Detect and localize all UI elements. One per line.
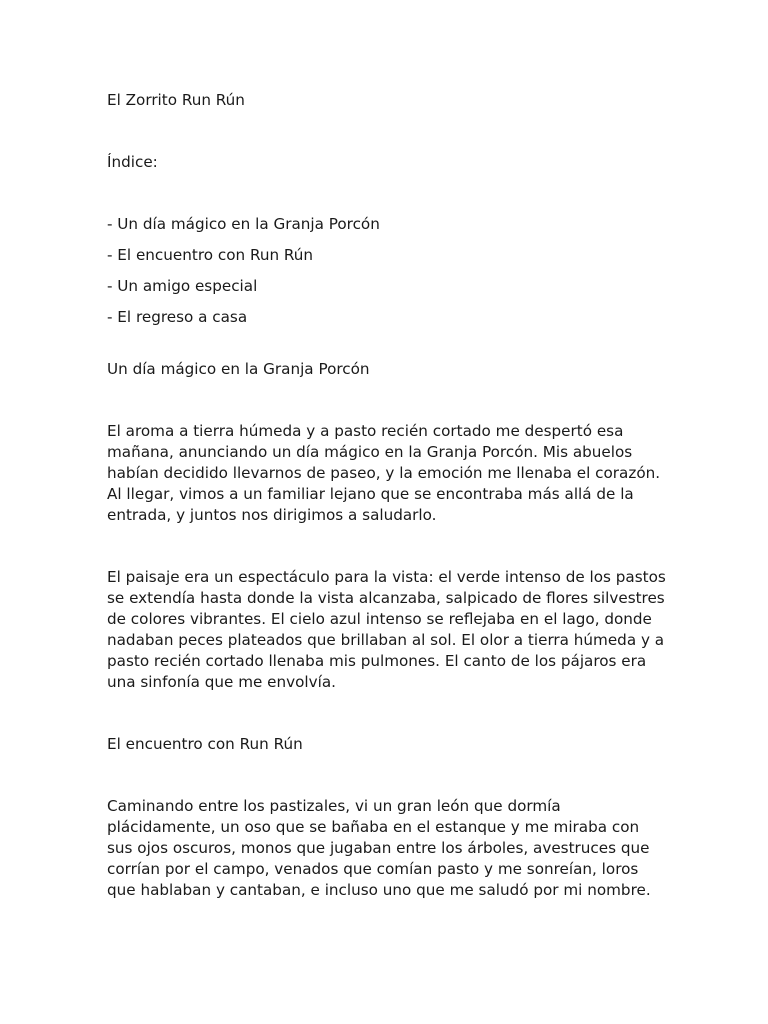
table-of-contents bbox=[107, 214, 667, 328]
section-heading: Un día mágico en la Granja Porcón bbox=[107, 360, 370, 378]
body-paragraph: El paisaje era un espectáculo para la vista: el verde intenso de los pastos se extendía hasta donde la vista alcanzaba, salpicado de flores silvestres de colores vibrantes. El cielo azul intenso se reflejaba en el lago, donde nadaban peces plateados que brillaban al sol. El olor a tierra húmeda y a pasto recién cortado llenaba mis pulmones. El canto de los pájaros era una sinfonía que me envolvía. bbox=[107, 568, 666, 691]
toc-item: - Un día mágico en la Granja Porcón bbox=[107, 215, 380, 233]
toc-item: - El regreso a casa bbox=[107, 308, 248, 326]
document-page bbox=[107, 90, 667, 942]
toc-item: - El encuentro con Run Rún bbox=[107, 246, 314, 264]
body-paragraph: El aroma a tierra húmeda y a pasto recién cortado me despertó esa mañana, anunciando un día mágico en la Granja Porcón. Mis abuelos habían decidido llevarnos de paseo, y la emoción me llenaba el corazón. Al llegar, vimos a un familiar lejano que se encontraba más allá de la entrada, y juntos nos dirigimos a saludarlo. bbox=[107, 422, 661, 524]
index-label: Índice: bbox=[107, 153, 158, 171]
document-title: El Zorrito Run Rún bbox=[107, 91, 245, 109]
section-heading: El encuentro con Run Rún bbox=[107, 735, 303, 753]
toc-item: - Un amigo especial bbox=[107, 277, 258, 295]
body-paragraph: Caminando entre los pastizales, vi un gran león que dormía plácidamente, un oso que se bañaba en el estanque y me miraba con sus ojos oscuros, monos que jugaban entre los árboles, avestruces que corrían por el campo, venados que comían pasto y me sonreían, loros que hablaban y cantaban, e incluso uno que me saludó por mi nombre. bbox=[107, 797, 651, 899]
